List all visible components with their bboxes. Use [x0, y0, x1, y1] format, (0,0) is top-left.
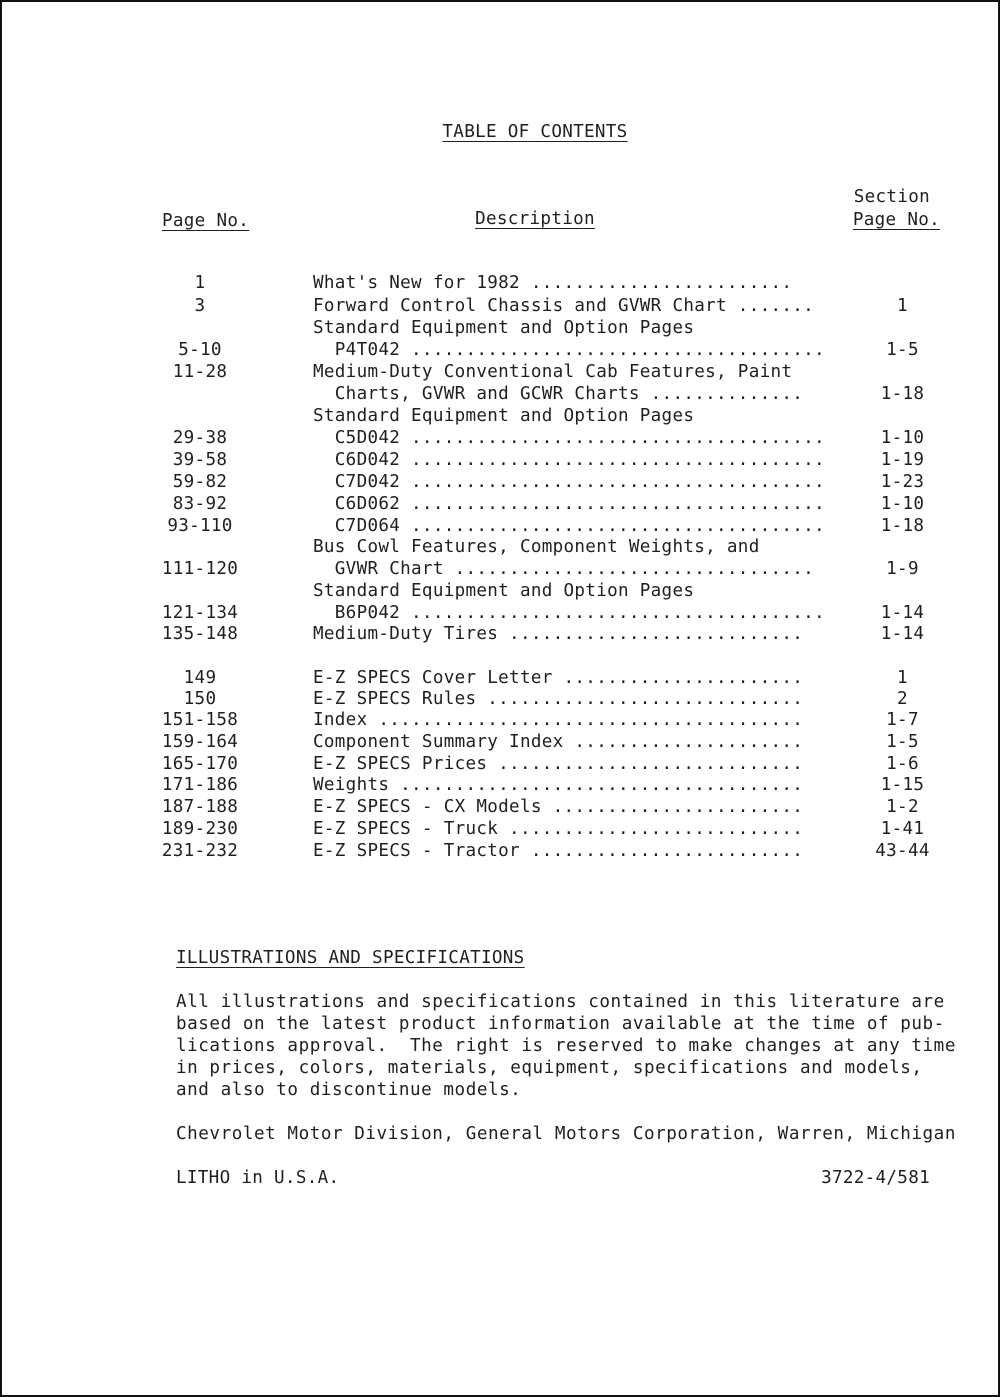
toc-page-number: 171-186	[161, 775, 239, 795]
toc-page-number: 165-170	[161, 754, 239, 774]
toc-page-number: 135-148	[161, 624, 239, 644]
illustrations-heading: ILLUSTRATIONS AND SPECIFICATIONS	[176, 948, 525, 968]
toc-description: Standard Equipment and Option Pages	[313, 406, 695, 426]
toc-section-page: 1-18	[880, 516, 925, 536]
toc-description: Component Summary Index .....................	[313, 732, 804, 752]
toc-section-page: 1-15	[880, 775, 925, 795]
toc-page-number: 189-230	[161, 819, 239, 839]
toc-section-page: 1-19	[880, 450, 925, 470]
toc-page-number: 59-82	[172, 472, 228, 492]
toc-section-page: 43-44	[875, 841, 930, 861]
toc-page-number: 83-92	[172, 494, 228, 514]
toc-description: Standard Equipment and Option Pages	[313, 318, 695, 338]
toc-section-page: 1	[897, 668, 908, 688]
header-section-line1: Section	[853, 187, 930, 207]
toc-description: E-Z SPECS Cover Letter ......................	[313, 668, 804, 688]
toc-page-number: 111-120	[161, 559, 239, 579]
toc-section-page: 1-9	[886, 559, 919, 579]
toc-page-number: 150	[183, 689, 217, 709]
toc-section-page: 1	[897, 296, 908, 316]
toc-description: B6P042 ......................................	[313, 603, 825, 623]
toc-description: Forward Control Chassis and GVWR Chart .......	[313, 296, 815, 316]
toc-section-page: 1-5	[886, 340, 919, 360]
toc-page-number: 93-110	[167, 516, 233, 536]
toc-page-number: 29-38	[172, 428, 228, 448]
toc-section-page: 1-10	[880, 428, 925, 448]
paragraph-line: and also to discontinue models.	[176, 1080, 522, 1100]
toc-description: Medium-Duty Tires ...........................	[313, 624, 804, 644]
toc-description: Index .......................................	[313, 710, 804, 730]
toc-description: Bus Cowl Features, Component Weights, and	[313, 537, 760, 557]
toc-section-page: 1-6	[886, 754, 919, 774]
toc-description: E-Z SPECS - CX Models .......................	[313, 797, 804, 817]
toc-section-page: 1-7	[886, 710, 919, 730]
toc-page-number: 3	[194, 296, 206, 316]
toc-description: C6D062 ......................................	[313, 494, 825, 514]
toc-description: C7D064 ......................................	[313, 516, 825, 536]
toc-section-page: 1-23	[880, 472, 925, 492]
toc-page-number: 187-188	[161, 797, 239, 817]
toc-page-number: 5-10	[178, 340, 222, 360]
toc-page-number: 231-232	[161, 841, 239, 861]
toc-section-page: 1-18	[880, 384, 925, 404]
toc-section-page: 1-10	[880, 494, 925, 514]
toc-description: Standard Equipment and Option Pages	[313, 581, 695, 601]
toc-page-number: 159-164	[161, 732, 239, 752]
toc-page-number: 1	[194, 273, 206, 293]
header-page-no: Page No.	[162, 211, 250, 231]
header-description: Description	[475, 209, 595, 229]
paragraph-line: lications approval. The right is reserved to make changes at any time	[176, 1036, 956, 1056]
toc-description: Charts, GVWR and GCWR Charts ..............	[313, 384, 804, 404]
toc-description: C7D042 ......................................	[313, 472, 825, 492]
paragraph-line: All illustrations and specifications contained in this literature are	[176, 992, 945, 1012]
document-code: 3722-4/581	[821, 1168, 930, 1188]
toc-page-number: 149	[183, 668, 217, 688]
toc-section-page: 1-14	[880, 624, 925, 644]
toc-description: P4T042 ......................................	[313, 340, 825, 360]
toc-description: E-Z SPECS - Truck ...........................	[313, 819, 804, 839]
header-section-line2: Page No.	[852, 210, 940, 230]
toc-description: Medium-Duty Conventional Cab Features, Paint	[313, 362, 793, 382]
paragraph-line: based on the latest product information available at the time of pub-	[176, 1014, 945, 1034]
litho-note: LITHO in U.S.A.	[176, 1168, 340, 1188]
toc-section-page: 1-5	[886, 732, 919, 752]
toc-section-page: 1-41	[880, 819, 925, 839]
toc-page-number: 151-158	[161, 710, 239, 730]
toc-description: E-Z SPECS Rules .............................	[313, 689, 804, 709]
toc-section-page: 1-14	[880, 603, 925, 623]
toc-page-number: 121-134	[161, 603, 239, 623]
toc-description: Weights .....................................	[313, 775, 804, 795]
toc-description: E-Z SPECS Prices ............................	[313, 754, 804, 774]
publisher-line: Chevrolet Motor Division, General Motors Corporation, Warren, Michigan	[176, 1124, 956, 1144]
toc-section-page: 2	[897, 689, 908, 709]
page-title: TABLE OF CONTENTS	[442, 122, 628, 142]
toc-description: C6D042 ......................................	[313, 450, 825, 470]
toc-page-number: 11-28	[172, 362, 228, 382]
paragraph-line: in prices, colors, materials, equipment, specifications and models,	[176, 1058, 923, 1078]
toc-description: What's New for 1982 ........................	[313, 273, 793, 293]
toc-description: C5D042 ......................................	[313, 428, 825, 448]
toc-description: GVWR Chart .................................	[313, 559, 815, 579]
toc-description: E-Z SPECS - Tractor .........................	[313, 841, 804, 861]
toc-page-number: 39-58	[172, 450, 228, 470]
toc-section-page: 1-2	[886, 797, 919, 817]
